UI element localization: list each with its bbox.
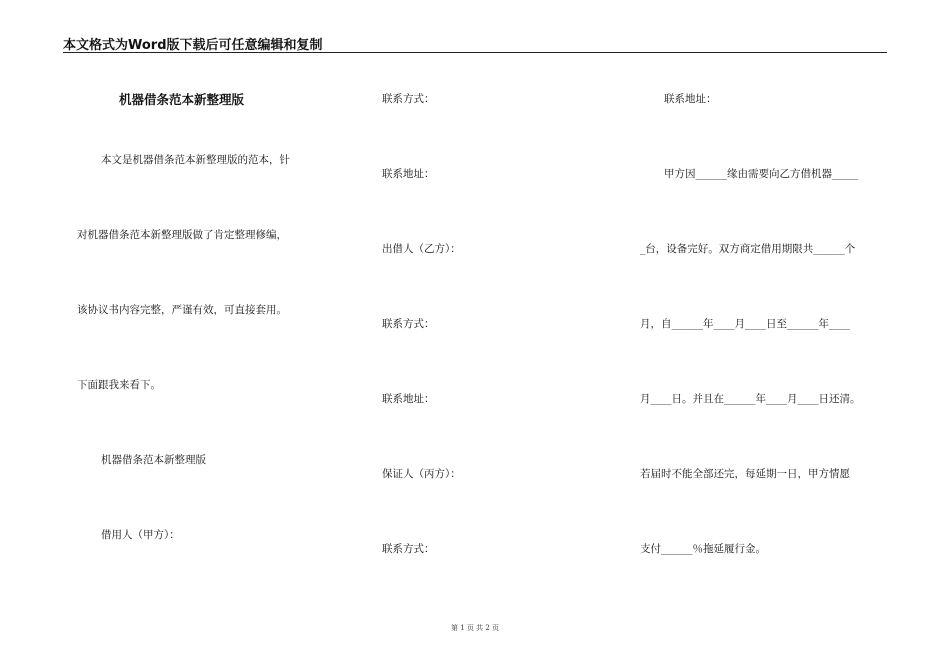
document-title: 机器借条范本新整理版 <box>119 92 245 107</box>
body-paragraph-line: _台，设备完好。双方商定借用期限共______个 <box>640 243 856 255</box>
body-paragraph-line: 支付______％拖延履行金。 <box>640 543 766 555</box>
body-paragraph-line: 甲方因______缘由需要向乙方借机器_____ <box>664 168 859 180</box>
body-paragraph-line: 下面跟我来看下。 <box>77 379 161 391</box>
body-paragraph-line: 本文是机器借条范本新整理版的范本，针 <box>101 154 290 166</box>
body-paragraph-line: 该协议书内容完整，严谨有效，可直接套用。 <box>77 304 287 316</box>
section-heading: 机器借条范本新整理版 <box>101 454 206 466</box>
contact-address-label: 联系地址： <box>664 93 717 105</box>
contact-method-label: 联系方式： <box>382 93 435 105</box>
middle-column <box>382 0 582 672</box>
guarantor-party-c-label: 保证人（丙方）： <box>382 468 461 480</box>
contact-address-label: 联系地址： <box>382 168 435 180</box>
right-column <box>640 0 890 672</box>
body-paragraph-line: 月____日。并且在______年____月____日还清。 <box>640 393 861 405</box>
page-number-footer: 第 1 页 共 2 页 <box>450 624 500 632</box>
borrower-party-a-label: 借用人（甲方）： <box>101 529 180 541</box>
left-column <box>77 0 339 672</box>
body-paragraph-line: 月，自______年____月____日至______年____ <box>640 318 850 330</box>
body-paragraph-line: 若届时不能全部还完，每延期一日，甲方情愿 <box>640 468 850 480</box>
contact-method-label: 联系方式： <box>382 543 435 555</box>
contact-method-label: 联系方式： <box>382 318 435 330</box>
contact-address-label: 联系地址： <box>382 393 435 405</box>
body-paragraph-line: 对机器借条范本新整理版做了肯定整理修编， <box>77 229 287 241</box>
document-header-banner: 本文格式为Word版下载后可任意编辑和复制 <box>63 38 323 53</box>
lender-party-b-label: 出借人（乙方）： <box>382 243 461 255</box>
